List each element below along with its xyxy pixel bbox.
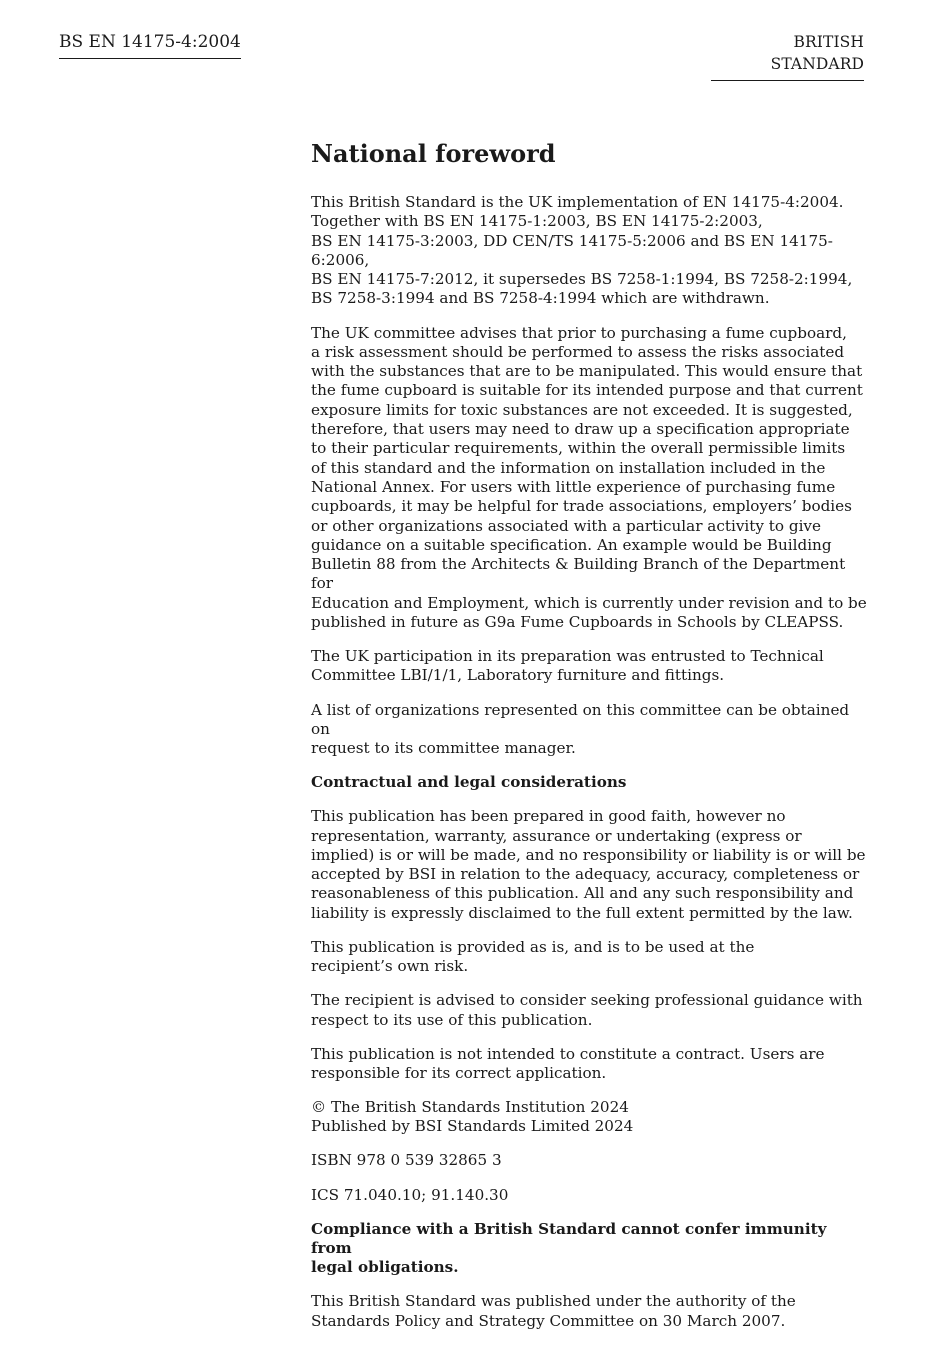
foreword-body — [311, 193, 871, 1346]
good-faith-paragraph: This publication has been prepared in good faith, however no representation, warranty, assurance or undertaking (express or implied) is or will be made, and no responsibility or liability is or will be accepted by BSI in relation to the adequacy, accuracy, completeness or reasonableness of this publication. All and any such responsibility and liability is expressly disclaimed to the full extent permitted by the law. — [311, 807, 866, 922]
page-title: National foreword — [311, 139, 556, 168]
publication-authority-paragraph: This British Standard was published under the authority of the Standards Policy and Strategy Committee on 30 March 2007. — [311, 1292, 796, 1330]
guidance-paragraph: The recipient is advised to consider seeking professional guidance with respect to its use of this publication. — [311, 991, 863, 1029]
own-risk-paragraph: This publication is provided as is, and is to be used at the recipient’s own risk. — [311, 937, 755, 976]
header-document-id: BS EN 14175-4:2004 — [59, 31, 241, 59]
isbn-line: ISBN 978 0 539 32865 3 — [311, 1151, 502, 1170]
organizations-paragraph: A list of organizations represented on this committee can be obtained on request to its committee manager. — [311, 700, 850, 758]
legal-heading: Contractual and legal considerations — [311, 773, 627, 792]
contract-paragraph: This publication is not intended to constitute a contract. Users are responsible for its correct application. — [311, 1044, 825, 1082]
ics-line: ICS 71.040.10; 91.140.30 — [311, 1185, 509, 1204]
risk-assessment-paragraph: The UK committee advises that prior to purchasing a fume cupboard, a risk assessment should be performed to assess the risks associated with the substances that are to be manipulated. This would ensure that the fume cupboard is suitable for its intended purpose and that current exposure limits for toxic substances are not exceeded. It is suggested, therefore, that users may need to draw up a specification appropriate to their particular requirements, within the overall permissible limits of this standard and the information on installation included in the National Annex. For users with little experience of purchasing fume cupboards, it may be helpful for trade associations, employers’ bodies or other organizations associated with a particular activity to give guidance on a suitable specification. An example would be Building Bulletin 88 from the Architects & Building Branch of the Department for Education and Employment, which is currently under revision and to be published in future as G9a Fume Cupboards in Schools by CLEAPSS. — [311, 323, 867, 632]
implementation-paragraph: This British Standard is the UK implementation of EN 14175-4:2004. Together with BS EN 14175-1:2003, BS EN 14175-2:2003, BS EN 14175-3:2003, DD CEN/TS 14175-5:2006 and BS EN 14175-6:2006, BS EN 14175-7:2012, it supersedes BS 7258-1:1994, BS 7258-2:1994, BS 7258-3:1994 and BS 7258-4:1994 which are withdrawn. — [311, 193, 853, 308]
committee-paragraph: The UK participation in its preparation was entrusted to Technical Committee LBI/1/1, Laboratory furniture and fittings. — [311, 647, 824, 685]
copyright-paragraph: © The British Standards Institution 2024 Published by BSI Standards Limited 2024 — [311, 1098, 634, 1136]
header-document-type: BRITISH STANDARD — [711, 31, 864, 81]
compliance-notice: Compliance with a British Standard cannot confer immunity from legal obligations. — [311, 1219, 827, 1277]
